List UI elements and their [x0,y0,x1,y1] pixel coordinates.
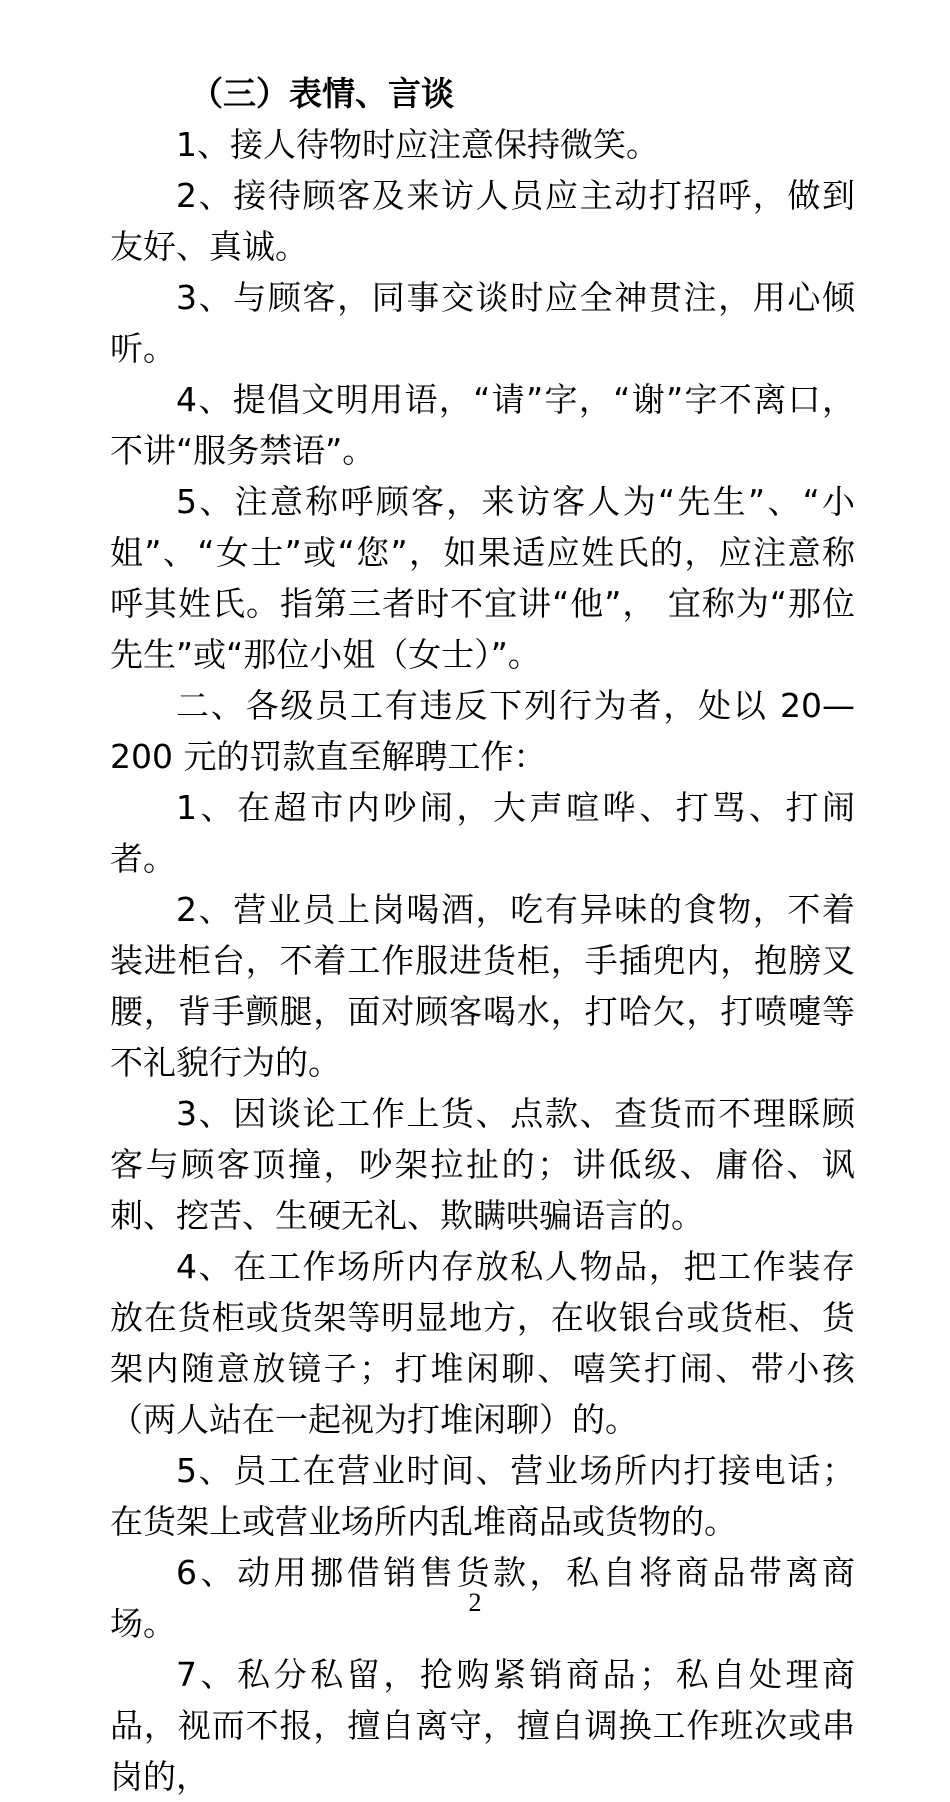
paragraph-5: 5、注意称呼顾客，来访客人为“先生”、“小姐”、“女士”或“您”，如果适应姓氏的，应注意称呼其姓氏。指第三者时不宜讲“他”， 宜称为“那位先生”或“那位小姐（女士）”。 [110,482,855,674]
penalty-section-intro: 二、各级员工有违反下列行为者，处以 20—200 元的罚款直至解聘工作： [110,686,855,776]
rule-1: 1、在超市内吵闹，大声喧哗、打骂、打闹者。 [110,788,855,878]
rule-2: 2、营业员上岗喝酒，吃有异味的食物，不着装进柜台，不着工作服进货柜，手插兜内，抱膀叉腰，背手颤腿，面对顾客喝水，打哈欠，打喷嚏等不礼貌行为的。 [110,890,855,1082]
rule-4: 4、在工作场所内存放私人物品，把工作装存放在货柜或货架等明显地方，在收银台或货柜、货架内随意放镜子；打堆闲聊、嘻笑打闹、带小孩（两人站在一起视为打堆闲聊）的。 [110,1247,855,1439]
rule-7: 7、私分私留，抢购紧销商品；私自处理商品，视而不报，擅自离守，擅自调换工作班次或串岗的， [110,1655,855,1796]
paragraph-4: 4、提倡文明用语，“请”字，“谢”字不离口，不讲“服务禁语”。 [110,380,855,470]
document-body [110,68,855,1802]
page-number: 2 [468,1588,482,1617]
rule-3: 3、因谈论工作上货、点款、查货而不理睬顾客与顾客顶撞，吵架拉扯的；讲低级、庸俗、讽刺、挖苦、生硬无礼、欺瞒哄骗语言的。 [110,1094,855,1235]
rule-5: 5、员工在营业时间、营业场所内打接电话；在货架上或营业场所内乱堆商品或货物的。 [110,1451,855,1541]
paragraph-2: 2、接待顾客及来访人员应主动打招呼，做到友好、真诚。 [110,176,855,266]
paragraph-3: 3、与顾客，同事交谈时应全神贯注，用心倾听。 [110,278,855,368]
paragraph-1: 1、接人待物时应注意保持微笑。 [176,125,659,164]
section-heading: （三）表情、言谈 [190,74,454,113]
rule-6: 6、动用挪借销售货款，私自将商品带离商场。 [110,1553,855,1643]
